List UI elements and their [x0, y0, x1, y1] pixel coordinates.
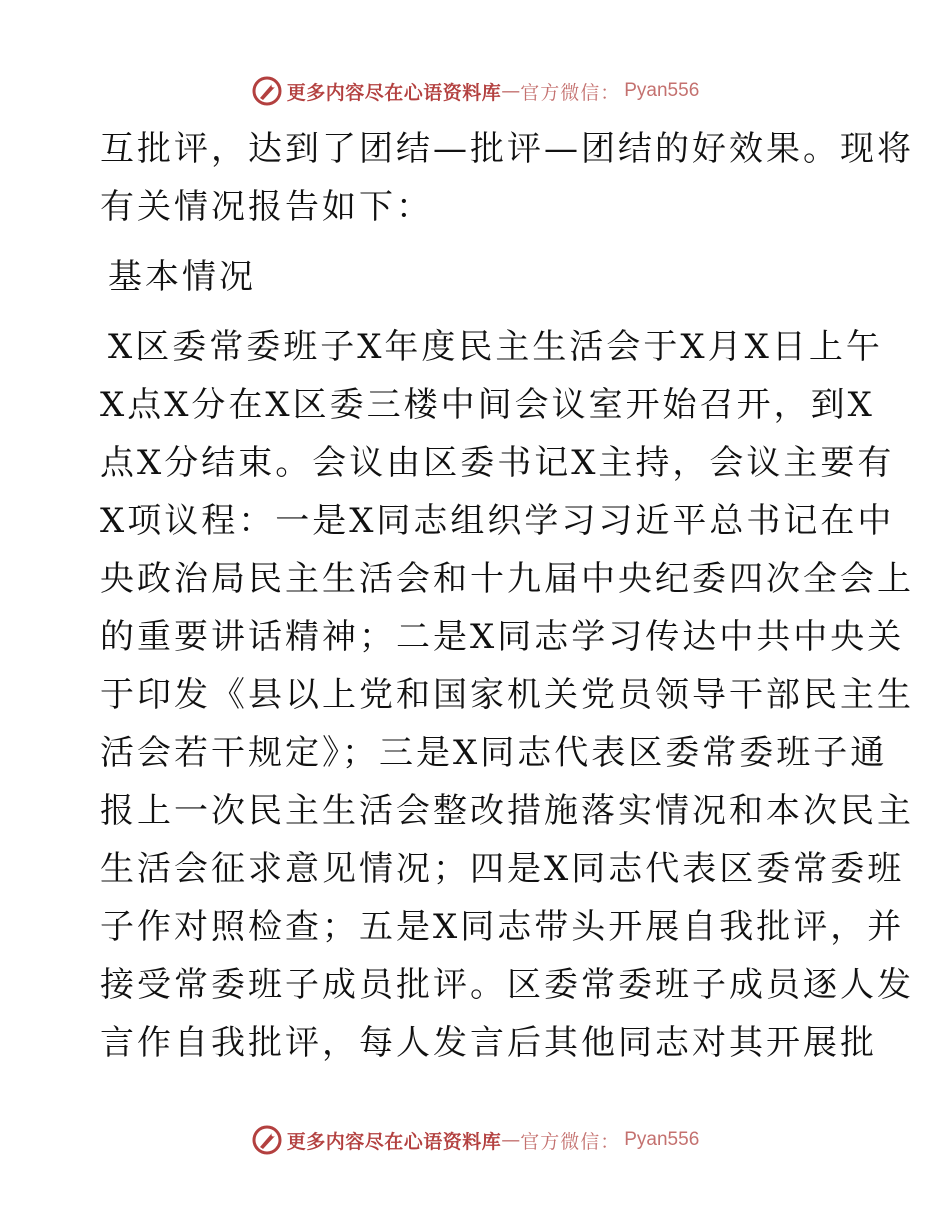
banner-separator: — — [501, 1129, 521, 1151]
section-heading: 基本情况 — [108, 257, 256, 297]
text-line: 有关情况报告如下： — [100, 187, 433, 227]
text-line: 点X分结束。会议由区委书记X主持，会议主要有 — [100, 443, 895, 483]
banner-wechat-id: Pyan556 — [624, 1129, 700, 1150]
text-line: X点X分在X区委三楼中间会议室开始召开，到X — [100, 385, 875, 425]
text-line: 子作对照检查；五是X同志带头开展自我批评，并 — [100, 907, 905, 947]
text-line: 接受常委班子成员批评。区委常委班子成员逐人发 — [100, 965, 914, 1005]
text-line: 于印发《县以上党和国家机关党员领导干部民主生 — [100, 675, 914, 715]
text-line: 报上一次民主生活会整改措施落实情况和本次民主 — [100, 791, 914, 831]
document-body — [100, 120, 914, 1072]
banner-promo-text: 更多内容尽在心语资料库 — [286, 1130, 502, 1153]
text-line: 言作自我批评，每人发言后其他同志对其开展批 — [100, 1023, 877, 1063]
banner-separator: — — [501, 80, 521, 102]
banner-official-label: 官方微信： — [520, 81, 621, 104]
text-line: 活会若干规定》；三是X同志代表区委常委班子通 — [100, 733, 888, 773]
text-line: X项议程：一是X同志组织学习习近平总书记在中 — [100, 501, 895, 541]
footer-banner — [0, 1120, 950, 1160]
text-line: 的重要讲话精神；二是X同志学习传达中共中央关 — [100, 617, 905, 657]
pen-logo-icon — [251, 75, 283, 107]
text-line: 生活会征求意见情况；四是X同志代表区委常委班 — [100, 849, 905, 889]
banner-wechat-id: Pyan556 — [624, 80, 700, 101]
pen-logo-icon — [251, 1124, 283, 1156]
header-banner — [0, 71, 950, 111]
banner-official-label: 官方微信： — [520, 1130, 621, 1153]
text-line: 互批评，达到了团结—批评—团结的好效果。现将 — [100, 129, 914, 169]
text-line: X区委常委班子X年度民主生活会于X月X日上午 — [108, 327, 883, 367]
text-line: 央政治局民主生活会和十九届中央纪委四次全会上 — [100, 559, 914, 599]
banner-promo-text: 更多内容尽在心语资料库 — [286, 81, 502, 104]
